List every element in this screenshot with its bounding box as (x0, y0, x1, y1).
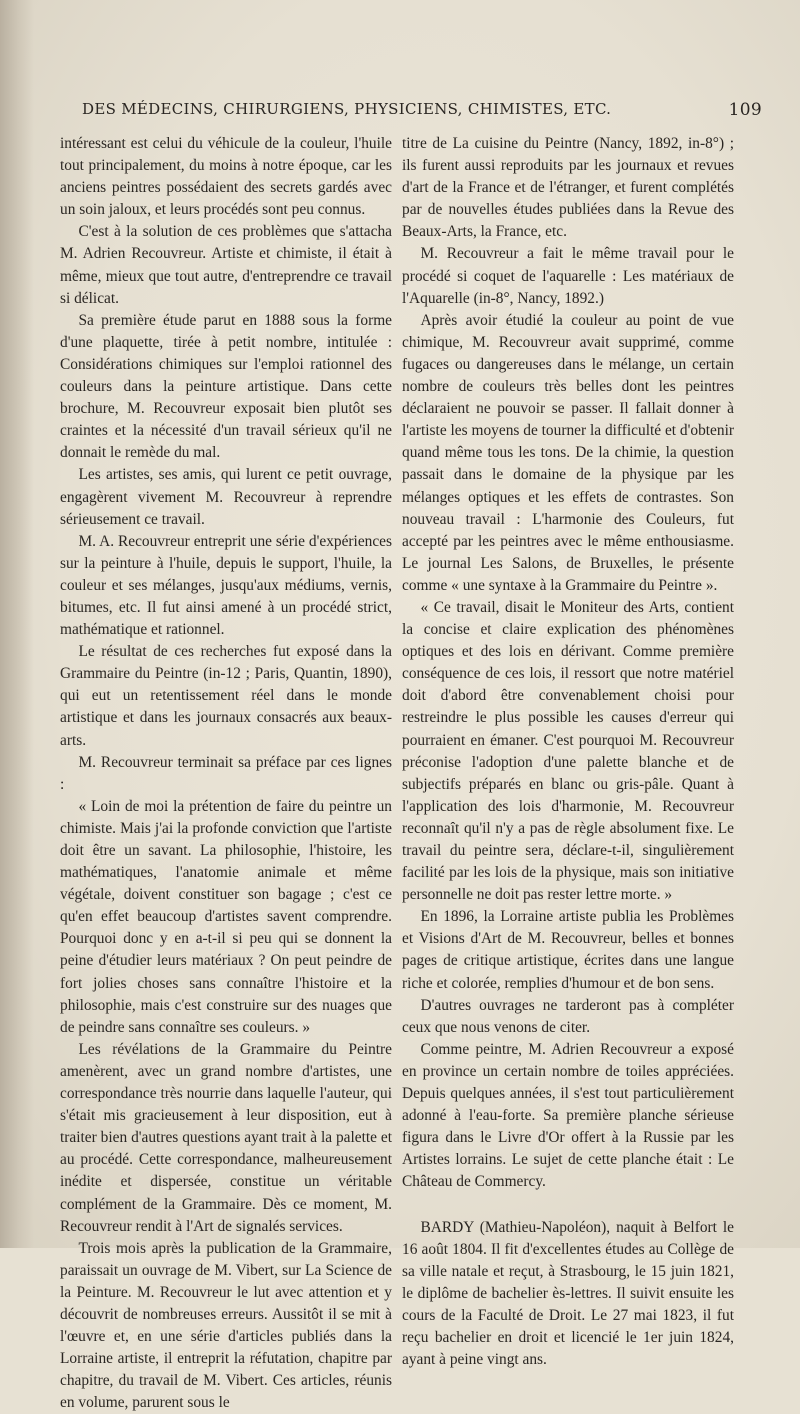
paragraph: M. Recouvreur a fait le même travail pour le procédé si coquet de l'aquarelle : Les matériaux de l'Aquarelle (in-8°, Nancy, 1892.) (402, 245, 734, 307)
quotation: « Loin de moi la prétention de faire du peintre un chimiste. Mais j'ai la profonde conviction que l'artiste doit être un savant. La philosophie, l'histoire, les mathématiques, l'anatomie animale et même végétale, doivent constituer son bagage ; c'est ce qu'en effet beaucoup d'artistes savent comprendre. Pourquoi donc y en a-t-il si peu qui se donnent la peine d'étudier leurs matériaux ? On peut peindre de fort jolies choses sans connaître l'histoire et la philosophie, mais c'est construire sur des nuages que de peindre sans connaître ses couleurs. » (60, 797, 392, 1036)
page-number: 109 (728, 100, 762, 120)
paragraph: intéressant est celui du véhicule de la couleur, l'huile tout principalement, du moins à notre époque, car les anciens peintres possédaient des secrets gardés avec un soin jaloux, et leurs procédés sont peu connus. (60, 135, 392, 219)
page-gutter (0, 0, 34, 1248)
paragraph: M. A. Recouvreur entreprit une série d'expériences sur la peinture à l'huile, depuis le support, l'huile, la couleur et ses mélanges, jusqu'aux médiums, vernis, bitumes, etc. Il fut ainsi amené à un procédé strict, mathématique et rationnel. (60, 532, 392, 639)
paragraph: C'est à la solution de ces problèmes que s'attacha M. Adrien Recouvreur. Artiste et chimiste, il était à même, mieux que tout autre, d'entreprendre ce travail si délicat. (60, 223, 392, 307)
paragraph: Les révélations de la Grammaire du Peintre amenèrent, avec un grand nombre d'artistes, une correspondance très nourrie dans laquelle l'auteur, qui s'était mis gracieusement à leur disposition, eut à traiter bien d'autres questions ayant trait à la palette et au procédé. Cette correspondance, malheureusement inédite et dispersée, constitue un véritable complément de la Grammaire. Dès ce moment, M. Recouvreur rendit à l'Art de signalés services. (60, 1040, 392, 1235)
paragraph: En 1896, la Lorraine artiste publia les Problèmes et Visions d'Art de M. Recouvreur, belles et bonnes pages de critique artistique, écrites dans une langue riche et colorée, remplies d'humour et de bon sens. (402, 908, 734, 992)
paragraph: Les artistes, ses amis, qui lurent ce petit ouvrage, engagèrent vivement M. Recouvreur à reprendre sérieusement ce travail. (60, 466, 392, 528)
paragraph: Sa première étude parut en 1888 sous la forme d'une plaquette, tirée à petit nombre, intitulée : Considérations chimiques sur l'emploi rationnel des couleurs dans la peinture artistique. Dans cette brochure, M. Recouvreur exposait bien plutôt ses craintes et la nécessité d'un travail sérieux qu'il ne donnait le remède du mal. (60, 311, 392, 462)
paragraph: Le résultat de ces recherches fut exposé dans la Grammaire du Peintre (in-12 ; Paris, Quantin, 1890), qui eut un retentissement réel dans le monde artistique et dans les journaux consacrés aux beaux-arts. (60, 643, 392, 749)
biography-entry: BARDY (Mathieu-Napoléon), naquit à Belfort le 16 août 1804. Il fit d'excellentes études au Collège de sa ville natale et reçut, à Strasbourg, le 15 juin 1821, le diplôme de bachelier ès-lettres. Il suivit ensuite les cours de la Faculté de Droit. Le 27 mai 1823, il fut reçu bachelier en droit et licencié le 1er juin 1824, ayant à peine vingt ans. (402, 1218, 734, 1369)
running-head: DES MÉDECINS, CHIRURGIENS, PHYSICIENS, CHIMISTES, ETC. (82, 100, 612, 118)
quotation: « Ce travail, disait le Moniteur des Arts, contient la concise et claire explication des phénomènes optiques et des lois en dérivant. Comme première conséquence de ces lois, il ressort que notre matériel doit d'abord être convenablement choisi pour restreindre le plus possible les causes d'erreur qui pourraient en émaner. C'est pourquoi M. Recouvreur préconise l'adoption d'une palette blanche et de subjectifs préparés en blanc ou gris-pâle. Quant à l'application des lois d'harmonie, M. Recouvreur reconnaît qu'il n'y a pas de règle absolument fixe. Le travail du peintre sera, déclare-t-il, singulièrement facilité par les lois de la physique, mais son initiative personnelle ne doit pas rester lettre morte. » (402, 598, 734, 904)
right-column (402, 133, 734, 1369)
paragraph: Trois mois après la publication de la Grammaire, paraissait un ouvrage de M. Vibert, sur La Science de la Peinture. M. Recouvreur le lut avec attention et y découvrit de nombreuses erreurs. Aussitôt il se mit à l'œuvre et, en une série d'articles publiés dans la Lorraine artiste, il entreprit la réfutation, chapitre par chapitre, du travail de M. Vibert. Ces articles, réunis en volume, parurent sous le (60, 1239, 392, 1412)
page-header (82, 100, 772, 124)
paragraph: Après avoir étudié la couleur au point de vue chimique, M. Recouvreur avait supprimé, comme fugaces ou dangereuses dans le mélange, un certain nombre de couleurs très belles dont les peintres déclaraient ne pouvoir se passer. Il fallait donner à l'artiste les moyens de tourner la difficulté et d'obtenir quand même tous les tons. De la chimie, la question passait dans le domaine de la physique par les mélanges optiques et les effets de contrastes. Son nouveau travail : L'harmonie des Couleurs, fut accepté par les peintres avec le même enthousiasme. Le journal Les Salons, de Bruxelles, le présente comme « une syntaxe à la Grammaire du Peintre ». (402, 311, 734, 594)
left-column (60, 133, 392, 1412)
paragraph: D'autres ouvrages ne tarderont pas à compléter ceux que nous venons de citer. (402, 996, 734, 1036)
paragraph: M. Recouvreur terminait sa préface par ces lignes : (60, 753, 392, 793)
paragraph: Comme peintre, M. Adrien Recouvreur a exposé en province un certain nombre de toiles appréciées. Depuis quelques années, il s'est tout particulièrement adonné à l'eau-forte. Sa première planche sérieuse figura dans le Livre d'Or offert à la Russie par les Artistes lorrains. Le sujet de cette planche était : Le Château de Commercy. (402, 1040, 734, 1191)
paragraph: titre de La cuisine du Peintre (Nancy, 1892, in-8°) ; ils furent aussi reproduits par les journaux et revues d'art de la France et de l'étranger, et furent complétés par de nouvelles études publiées dans la Revue des Beaux-Arts, la France, etc. (402, 135, 734, 241)
